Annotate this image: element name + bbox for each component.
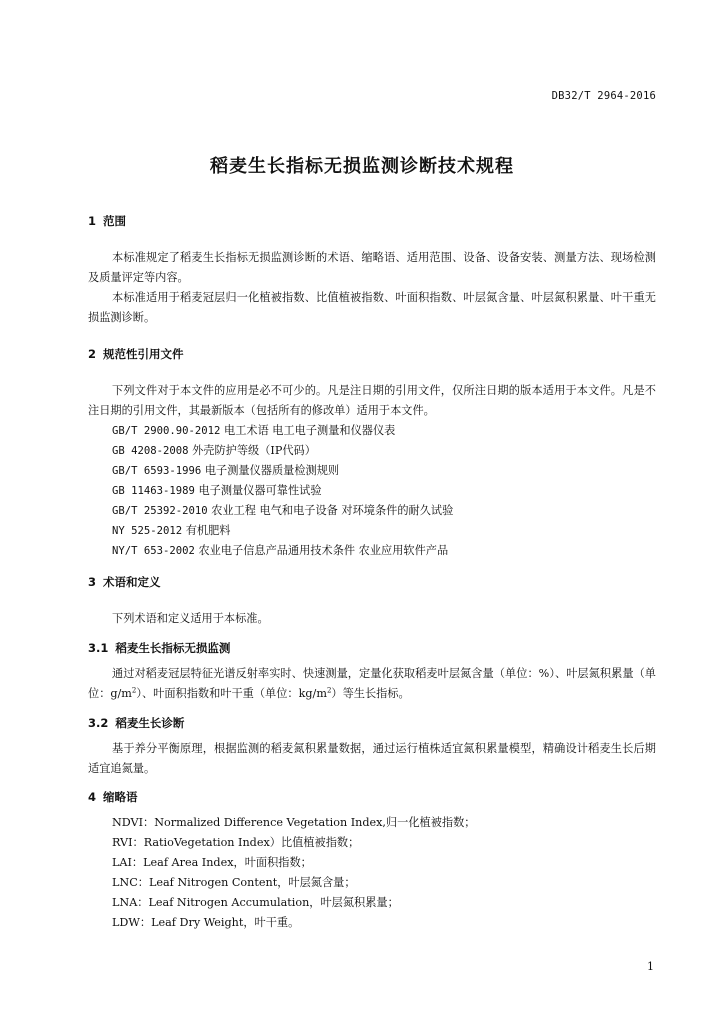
section-title: 缩略语 xyxy=(103,790,138,804)
section-number: 3.1 xyxy=(88,641,109,655)
reference-code: NY 525-2012 xyxy=(112,525,183,537)
abbreviation-item: LAI：Leaf Area Index，叶面积指数； xyxy=(112,856,312,869)
section-number: 3 xyxy=(88,575,97,589)
reference-name: 农业工程 电气和电子设备 对环境条件的耐久试验 xyxy=(211,504,454,517)
reference-code: GB/T 2900.90-2012 xyxy=(112,425,221,437)
section-number: 2 xyxy=(88,347,97,361)
subsection-3-1-heading xyxy=(88,640,230,656)
superscript: 2 xyxy=(326,686,332,695)
abbreviation-item: LNC：Leaf Nitrogen Content，叶层氮含量； xyxy=(112,876,356,889)
section-2-intro: 下列文件对于本文件的应用是必不可少的。凡是注日期的引用文件，仅所注日期的版本适用于本文件。凡是不注日期的引用文件，其最新版本（包括所有的修改单）适用于本文件。 xyxy=(88,384,656,417)
reference-name: 电子测量仪器质量检测规则 xyxy=(204,464,340,477)
reference-item xyxy=(112,461,339,481)
standard-number: DB32/T 2964-2016 xyxy=(551,90,656,102)
superscript: 2 xyxy=(131,686,137,695)
subsection-3-2-heading xyxy=(88,715,184,731)
reference-code: GB 11463-1989 xyxy=(112,485,195,497)
reference-code: GB/T 6593-1996 xyxy=(112,465,202,477)
reference-item xyxy=(112,541,448,561)
section-4-heading xyxy=(88,789,138,805)
section-title: 稻麦生长指标无损监测 xyxy=(115,641,231,655)
section-1-heading xyxy=(88,213,126,229)
reference-name: 外壳防护等级（IP代码） xyxy=(192,444,316,457)
reference-name: 有机肥料 xyxy=(185,524,231,537)
reference-name: 农业电子信息产品通用技术条件 农业应用软件产品 xyxy=(198,544,449,557)
page-number: 1 xyxy=(647,960,654,973)
reference-item xyxy=(112,481,322,501)
reference-item xyxy=(112,521,231,541)
section-title: 范围 xyxy=(103,214,127,228)
subsection-3-1-definition xyxy=(88,664,656,704)
reference-item xyxy=(112,501,453,521)
section-1-paragraph-2: 本标准适用于稻麦冠层归一化植被指数、比值植被指数、叶面积指数、叶层氮含量、叶层氮积累量、叶干重无损监测诊断。 xyxy=(88,291,656,324)
definition-text: ）、叶面积指数和叶干重（单位：kg/m xyxy=(136,687,327,700)
document-title: 稻麦生长指标无损监测诊断技术规程 xyxy=(210,156,514,177)
reference-code: GB 4208-2008 xyxy=(112,445,189,457)
abbreviation-item: LNA：Leaf Nitrogen Accumulation，叶层氮积累量； xyxy=(112,896,399,909)
section-number: 3.2 xyxy=(88,716,109,730)
reference-code: NY/T 653-2002 xyxy=(112,545,195,557)
reference-code: GB/T 25392-2010 xyxy=(112,505,208,517)
section-title: 术语和定义 xyxy=(103,575,161,589)
definition-text: ）等生长指标。 xyxy=(331,687,410,700)
section-2-heading xyxy=(88,346,184,362)
subsection-3-2-definition: 基于养分平衡原理，根据监测的稻麦氮积累量数据，通过运行植株适宜氮积累量模型，精确设计稻麦生长后期适宜追氮量。 xyxy=(88,742,656,775)
section-1-paragraph-1: 本标准规定了稻麦生长指标无损监测诊断的术语、缩略语、适用范围、设备、设备安装、测量方法、现场检测及质量评定等内容。 xyxy=(88,251,656,284)
reference-item xyxy=(112,421,395,441)
section-title: 稻麦生长诊断 xyxy=(115,716,185,730)
abbreviation-item: LDW：Leaf Dry Weight，叶干重。 xyxy=(112,916,300,929)
reference-item xyxy=(112,441,316,461)
section-number: 1 xyxy=(88,214,97,228)
section-3-heading xyxy=(88,574,161,590)
definition-text: 通过对稻麦冠层特征光谱反射率实时、快速测量，定量化获取稻麦叶层氮含量（单位：%）、叶层氮积累量（单位：g/m xyxy=(88,667,656,700)
section-3-intro: 下列术语和定义适用于本标准。 xyxy=(112,612,269,625)
reference-name: 电子测量仪器可靠性试验 xyxy=(198,484,322,497)
reference-name: 电工术语 电工电子测量和仪器仪表 xyxy=(224,424,396,437)
section-number: 4 xyxy=(88,790,97,804)
section-title: 规范性引用文件 xyxy=(103,347,184,361)
abbreviation-item: NDVI：Normalized Difference Vegetation Index,归一化植被指数； xyxy=(112,816,476,829)
abbreviation-item: RVI：RatioVegetation Index）比值植被指数； xyxy=(112,836,360,849)
